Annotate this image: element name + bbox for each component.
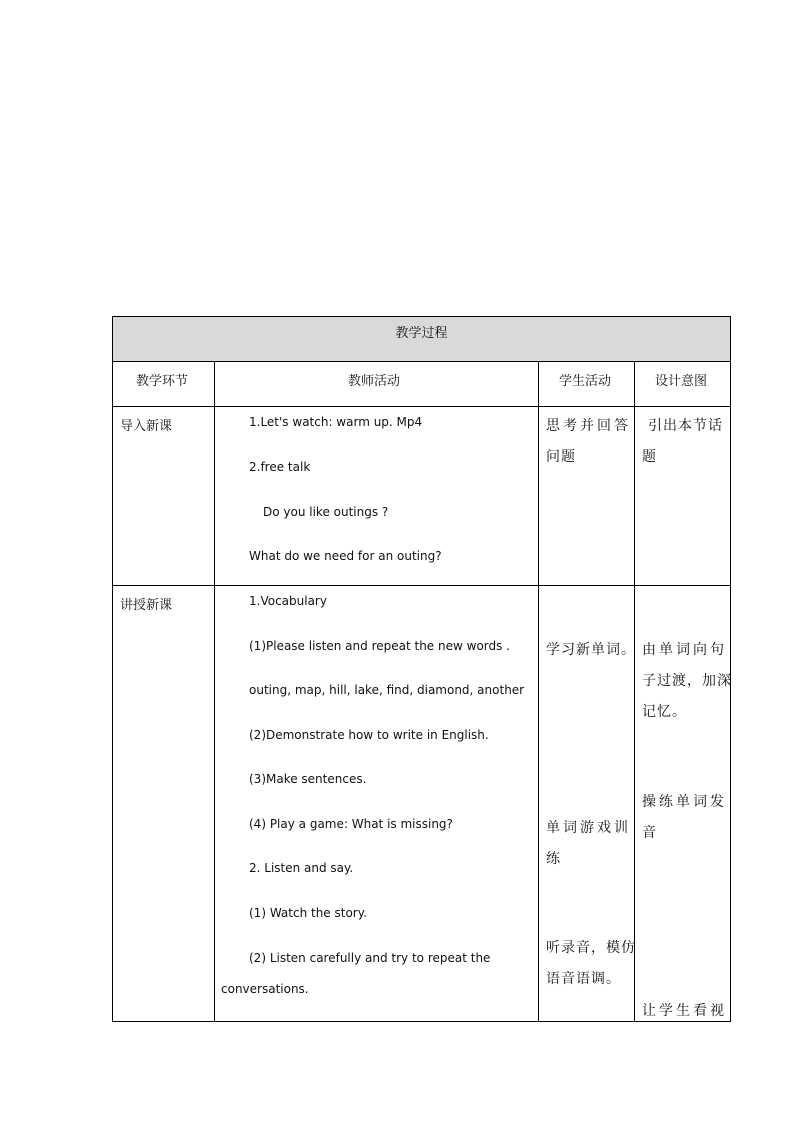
row1-student-line: 思考并回答 bbox=[546, 418, 631, 434]
row2-intent-line: 记忆。 bbox=[642, 704, 687, 720]
column-divider bbox=[538, 361, 539, 1021]
row2-teacher-line: (4) Play a game: What is missing? bbox=[249, 817, 453, 831]
row2-student-line: 单词游戏训 bbox=[546, 820, 631, 836]
row1-teacher-line: What do we need for an outing? bbox=[249, 549, 442, 563]
row1-intent-line: 引出本节话 bbox=[648, 418, 723, 434]
row1-student-line: 问题 bbox=[546, 449, 576, 465]
row2-student-line: 学习新单词。 bbox=[546, 642, 636, 658]
row2-student-line: 听录音，模仿 bbox=[546, 940, 636, 956]
row2-student-line: 语音语调。 bbox=[546, 971, 621, 987]
column-divider bbox=[634, 361, 635, 1021]
row2-stage: 讲授新课 bbox=[120, 598, 173, 613]
row-divider bbox=[113, 585, 730, 586]
header-intent: 设计意图 bbox=[655, 374, 708, 389]
row2-intent-line: 音 bbox=[642, 825, 657, 841]
row2-teacher-line: (2)Demonstrate how to write in English. bbox=[249, 728, 489, 742]
teaching-process-table bbox=[112, 316, 731, 1022]
row1-teacher-line: Do you like outings ? bbox=[263, 505, 389, 519]
row2-teacher-line: conversations. bbox=[221, 982, 309, 996]
row2-teacher-line: (2) Listen carefully and try to repeat the bbox=[249, 951, 491, 965]
row2-teacher-line: (1)Please listen and repeat the new words . bbox=[249, 639, 510, 653]
row1-teacher-line: 1.Let's watch: warm up. Mp4 bbox=[249, 415, 423, 429]
header-teacher: 教师活动 bbox=[348, 374, 401, 389]
row2-intent-line: 由单词向句 bbox=[642, 642, 727, 658]
row2-student-line: 练 bbox=[546, 851, 561, 867]
row1-stage: 导入新课 bbox=[120, 419, 173, 434]
row2-intent-line: 操练单词发 bbox=[642, 794, 727, 810]
row2-teacher-line: 1.Vocabulary bbox=[249, 594, 327, 608]
table-title: 教学过程 bbox=[113, 317, 730, 362]
row1-teacher-line: 2.free talk bbox=[249, 460, 311, 474]
row2-teacher-line: 2. Listen and say. bbox=[249, 861, 354, 875]
row2-teacher-line: (1) Watch the story. bbox=[249, 906, 367, 920]
row2-intent-line: 让学生看视 bbox=[642, 1003, 727, 1019]
column-divider bbox=[214, 361, 215, 1021]
header-student: 学生活动 bbox=[559, 374, 612, 389]
row2-teacher-line: outing, map, hill, lake, find, diamond, another bbox=[249, 683, 525, 697]
row2-intent-line: 子过渡，加深 bbox=[642, 673, 732, 689]
header-stage: 教学环节 bbox=[136, 374, 189, 389]
row2-teacher-line: (3)Make sentences. bbox=[249, 772, 367, 786]
row-divider bbox=[113, 406, 730, 407]
row1-intent-line: 题 bbox=[642, 449, 657, 465]
